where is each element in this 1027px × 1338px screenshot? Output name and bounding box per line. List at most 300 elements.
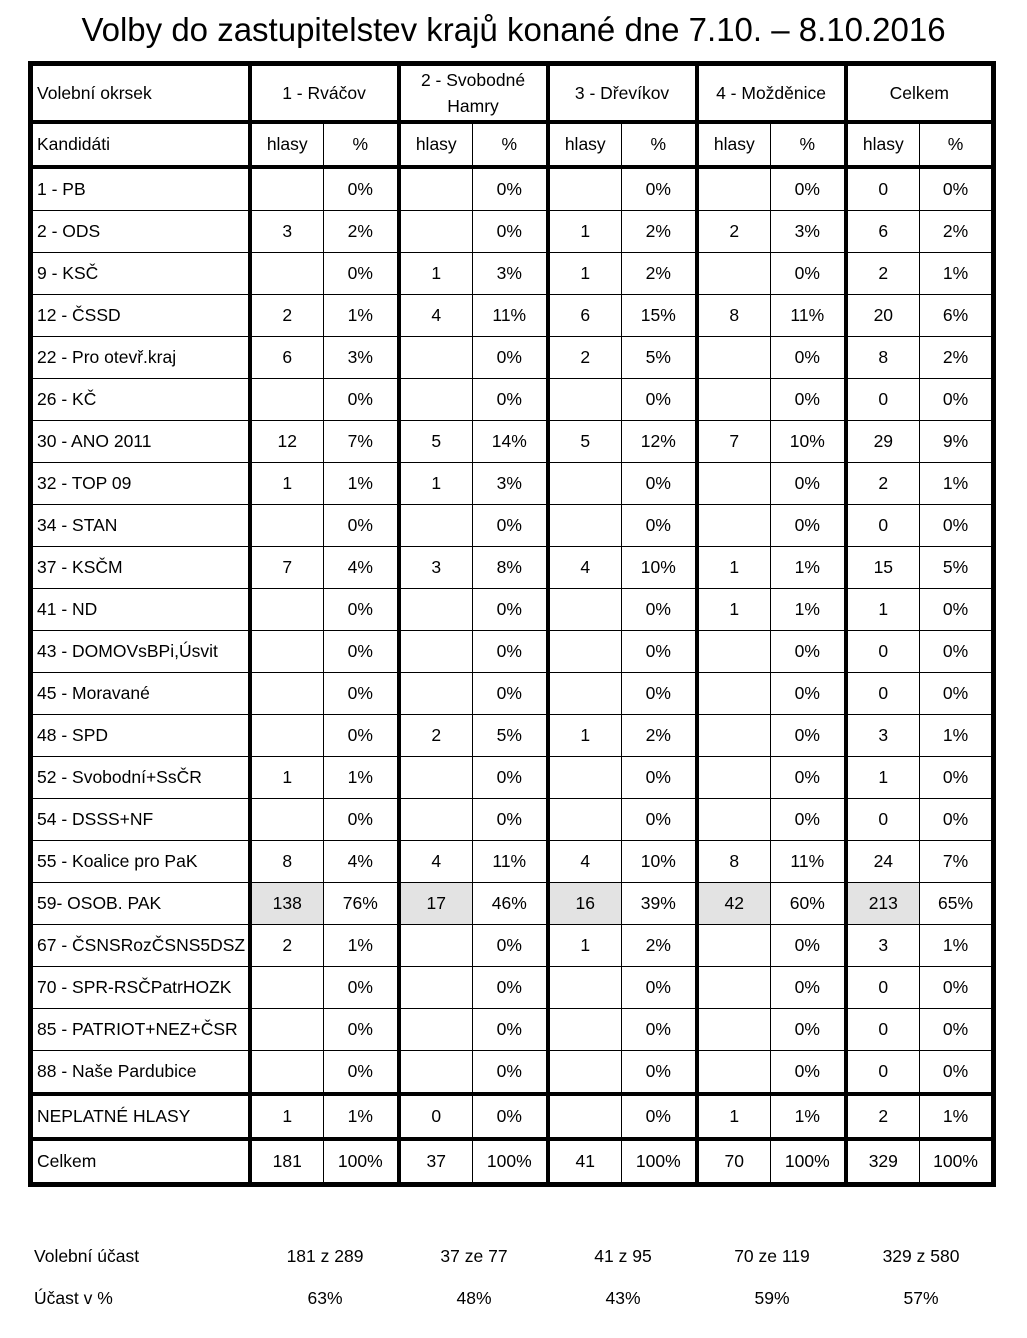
votes-cell: 8 [250, 841, 324, 883]
votes-cell [697, 505, 771, 547]
pct-cell: 0% [771, 757, 846, 799]
results-body [31, 167, 994, 1185]
table-row [31, 841, 994, 883]
table-row [31, 967, 994, 1009]
votes-cell [548, 757, 622, 799]
pct-cell: 0% [324, 631, 399, 673]
votes-cell: 1 [399, 253, 473, 295]
pct-cell: 4% [324, 547, 399, 589]
pct-cell: 0% [622, 463, 697, 505]
pct-cell: 2% [622, 715, 697, 757]
votes-cell [697, 799, 771, 841]
pct-cell: 5% [473, 715, 548, 757]
candidate-name: 55 - Koalice pro PaK [31, 841, 250, 883]
district-header: 1 - Rváčov [250, 64, 399, 123]
turnout-value: 41 z 95 [594, 1246, 652, 1266]
candidate-name: 45 - Moravané [31, 673, 250, 715]
pct-cell: 11% [473, 295, 548, 337]
pct-cell: 0% [622, 167, 697, 211]
pct-cell: 1% [324, 925, 399, 967]
votes-cell: 70 [697, 1139, 771, 1185]
candidates-label: Kandidáti [31, 122, 250, 167]
votes-cell [697, 253, 771, 295]
table-row [31, 1094, 994, 1139]
table-row [31, 631, 994, 673]
votes-cell: 329 [846, 1139, 920, 1185]
candidate-name: 1 - PB [31, 167, 250, 211]
table-row [31, 757, 994, 799]
votes-header: hlasy [697, 122, 771, 167]
votes-cell: 6 [250, 337, 324, 379]
votes-cell: 15 [846, 547, 920, 589]
votes-cell [250, 715, 324, 757]
turnout-row [28, 1246, 995, 1270]
pct-cell: 7% [920, 841, 994, 883]
pct-cell: 1% [920, 463, 994, 505]
pct-cell: 2% [622, 925, 697, 967]
pct-cell: 0% [473, 167, 548, 211]
pct-cell: 3% [324, 337, 399, 379]
pct-cell: 2% [920, 337, 994, 379]
pct-cell: 0% [622, 967, 697, 1009]
votes-cell [399, 673, 473, 715]
pct-header: % [473, 122, 548, 167]
votes-cell [399, 631, 473, 673]
column-header-row [31, 122, 994, 167]
votes-cell [697, 673, 771, 715]
pct-cell: 0% [771, 673, 846, 715]
votes-cell: 0 [399, 1094, 473, 1139]
table-row [31, 883, 994, 925]
candidate-name: 2 - ODS [31, 211, 250, 253]
pct-cell: 1% [324, 757, 399, 799]
pct-cell: 0% [324, 589, 399, 631]
votes-cell: 1 [250, 463, 324, 505]
votes-cell: 1 [846, 589, 920, 631]
votes-cell: 1 [548, 211, 622, 253]
pct-cell: 0% [771, 967, 846, 1009]
pct-cell: 0% [771, 379, 846, 421]
votes-cell [697, 925, 771, 967]
pct-cell: 0% [920, 1009, 994, 1051]
pct-cell: 1% [771, 547, 846, 589]
pct-cell: 0% [622, 589, 697, 631]
pct-cell: 10% [622, 547, 697, 589]
votes-cell [250, 967, 324, 1009]
pct-cell: 0% [473, 505, 548, 547]
pct-cell: 65% [920, 883, 994, 925]
pct-cell: 6% [920, 295, 994, 337]
candidate-name: 26 - KČ [31, 379, 250, 421]
table-row [31, 379, 994, 421]
votes-cell [399, 211, 473, 253]
votes-cell: 42 [697, 883, 771, 925]
pct-cell: 8% [473, 547, 548, 589]
pct-cell: 0% [622, 505, 697, 547]
pct-cell: 15% [622, 295, 697, 337]
votes-cell: 16 [548, 883, 622, 925]
table-row [31, 167, 994, 211]
pct-cell: 0% [324, 1051, 399, 1095]
pct-cell: 0% [473, 1009, 548, 1051]
votes-cell [697, 1009, 771, 1051]
votes-cell: 2 [250, 295, 324, 337]
district-header: 3 - Dřevíkov [548, 64, 697, 123]
votes-cell [548, 167, 622, 211]
candidate-name: 37 - KSČM [31, 547, 250, 589]
votes-cell: 1 [548, 925, 622, 967]
table-row [31, 337, 994, 379]
votes-cell: 24 [846, 841, 920, 883]
votes-cell [250, 589, 324, 631]
pct-cell: 11% [771, 841, 846, 883]
pct-cell: 5% [920, 547, 994, 589]
table-row [31, 1139, 994, 1185]
pct-header: % [920, 122, 994, 167]
votes-cell [697, 379, 771, 421]
district-header-row [31, 64, 994, 123]
pct-cell: 0% [324, 167, 399, 211]
table-row [31, 1009, 994, 1051]
pct-cell: 0% [771, 1051, 846, 1095]
votes-cell: 213 [846, 883, 920, 925]
table-row [31, 715, 994, 757]
pct-cell: 0% [473, 799, 548, 841]
votes-cell: 8 [697, 295, 771, 337]
votes-cell: 1 [548, 715, 622, 757]
pct-cell: 3% [771, 211, 846, 253]
votes-cell: 138 [250, 883, 324, 925]
votes-cell [399, 925, 473, 967]
votes-cell: 1 [399, 463, 473, 505]
candidate-name: 41 - ND [31, 589, 250, 631]
votes-cell [399, 799, 473, 841]
pct-cell: 10% [771, 421, 846, 463]
votes-cell: 7 [250, 547, 324, 589]
table-row [31, 1051, 994, 1095]
pct-cell: 0% [473, 673, 548, 715]
pct-cell: 0% [324, 967, 399, 1009]
votes-cell [399, 757, 473, 799]
votes-cell: 1 [697, 1094, 771, 1139]
votes-cell: 6 [846, 211, 920, 253]
votes-cell [250, 673, 324, 715]
votes-cell: 0 [846, 1009, 920, 1051]
turnout-value: 70 ze 119 [734, 1246, 810, 1266]
votes-cell: 2 [846, 1094, 920, 1139]
pct-cell: 2% [324, 211, 399, 253]
pct-cell: 0% [771, 1009, 846, 1051]
votes-cell [250, 379, 324, 421]
pct-cell: 0% [473, 757, 548, 799]
turnout-pct-value: 59% [754, 1288, 790, 1308]
votes-cell: 3 [399, 547, 473, 589]
votes-cell [250, 799, 324, 841]
table-row [31, 925, 994, 967]
votes-cell: 1 [250, 757, 324, 799]
pct-cell: 76% [324, 883, 399, 925]
pct-cell: 0% [324, 1009, 399, 1051]
pct-cell: 100% [771, 1139, 846, 1185]
votes-cell: 29 [846, 421, 920, 463]
pct-cell: 100% [920, 1139, 994, 1185]
pct-cell: 0% [920, 757, 994, 799]
pct-cell: 4% [324, 841, 399, 883]
pct-cell: 0% [920, 1051, 994, 1095]
candidate-name: 32 - TOP 09 [31, 463, 250, 505]
pct-cell: 2% [622, 211, 697, 253]
pct-cell: 0% [473, 337, 548, 379]
candidate-name: 43 - DOMOVsBPi,Úsvit [31, 631, 250, 673]
pct-cell: 0% [473, 967, 548, 1009]
candidate-name: NEPLATNÉ HLASY [31, 1094, 250, 1139]
pct-cell: 1% [324, 463, 399, 505]
votes-cell [697, 463, 771, 505]
pct-header: % [324, 122, 399, 167]
votes-cell: 12 [250, 421, 324, 463]
candidate-name: 54 - DSSS+NF [31, 799, 250, 841]
candidate-name: 34 - STAN [31, 505, 250, 547]
votes-cell: 8 [846, 337, 920, 379]
pct-cell: 0% [324, 505, 399, 547]
votes-cell: 0 [846, 631, 920, 673]
votes-cell: 6 [548, 295, 622, 337]
votes-cell [697, 715, 771, 757]
table-row [31, 799, 994, 841]
table-row [31, 505, 994, 547]
pct-cell: 1% [324, 1094, 399, 1139]
votes-header: hlasy [250, 122, 324, 167]
votes-cell [548, 799, 622, 841]
votes-cell [399, 167, 473, 211]
turnout-label: Volební účast [34, 1246, 140, 1266]
pct-cell: 100% [324, 1139, 399, 1185]
pct-cell: 0% [324, 379, 399, 421]
pct-cell: 1% [771, 1094, 846, 1139]
votes-cell: 1 [548, 253, 622, 295]
candidate-name: 9 - KSČ [31, 253, 250, 295]
pct-cell: 0% [771, 505, 846, 547]
votes-cell: 0 [846, 1051, 920, 1095]
pct-cell: 0% [622, 631, 697, 673]
votes-cell [548, 589, 622, 631]
votes-cell: 8 [697, 841, 771, 883]
votes-cell: 7 [697, 421, 771, 463]
votes-cell: 41 [548, 1139, 622, 1185]
candidate-name: 59- OSOB. PAK [31, 883, 250, 925]
results-table [28, 61, 996, 1187]
votes-cell: 3 [250, 211, 324, 253]
votes-cell [548, 1051, 622, 1095]
pct-cell: 0% [622, 673, 697, 715]
pct-cell: 0% [473, 925, 548, 967]
votes-cell [697, 1051, 771, 1095]
votes-cell [548, 379, 622, 421]
pct-cell: 0% [771, 715, 846, 757]
district-label: Volební okrsek [31, 64, 250, 123]
candidate-name: 85 - PATRIOT+NEZ+ČSR [31, 1009, 250, 1051]
votes-cell: 3 [846, 715, 920, 757]
votes-cell [548, 1094, 622, 1139]
pct-cell: 0% [920, 589, 994, 631]
table-row [31, 211, 994, 253]
votes-cell [399, 967, 473, 1009]
page-title: Volby do zastupitelstev krajů konané dne 7.10. – 8.10.2016 [81, 11, 946, 48]
votes-cell: 1 [697, 589, 771, 631]
candidate-name: 70 - SPR-RSČPatrHOZK [31, 967, 250, 1009]
candidate-name: Celkem [31, 1139, 250, 1185]
pct-cell: 0% [920, 967, 994, 1009]
pct-cell: 0% [771, 167, 846, 211]
pct-cell: 0% [920, 799, 994, 841]
pct-cell: 1% [920, 925, 994, 967]
pct-cell: 14% [473, 421, 548, 463]
pct-cell: 12% [622, 421, 697, 463]
votes-cell: 4 [399, 841, 473, 883]
votes-cell: 2 [548, 337, 622, 379]
turnout-pct-value: 63% [307, 1288, 343, 1308]
pct-cell: 0% [920, 167, 994, 211]
turnout-value: 37 ze 77 [440, 1246, 508, 1266]
table-row [31, 295, 994, 337]
votes-cell: 0 [846, 673, 920, 715]
pct-cell: 1% [920, 715, 994, 757]
pct-cell: 0% [324, 673, 399, 715]
pct-cell: 0% [622, 757, 697, 799]
pct-cell: 11% [771, 295, 846, 337]
votes-cell [697, 967, 771, 1009]
pct-cell: 0% [771, 337, 846, 379]
votes-cell: 20 [846, 295, 920, 337]
pct-cell: 10% [622, 841, 697, 883]
votes-cell [548, 505, 622, 547]
table-row [31, 673, 994, 715]
votes-cell [250, 631, 324, 673]
turnout-pct-row [28, 1288, 995, 1312]
votes-cell: 181 [250, 1139, 324, 1185]
pct-cell: 0% [771, 631, 846, 673]
votes-cell [399, 1009, 473, 1051]
pct-cell: 0% [473, 589, 548, 631]
pct-cell: 0% [324, 253, 399, 295]
pct-cell: 0% [920, 505, 994, 547]
turnout-pct-value: 48% [456, 1288, 492, 1308]
votes-cell [697, 167, 771, 211]
pct-cell: 0% [771, 463, 846, 505]
pct-cell: 3% [473, 253, 548, 295]
votes-cell [548, 463, 622, 505]
candidate-name: 88 - Naše Pardubice [31, 1051, 250, 1095]
pct-cell: 3% [473, 463, 548, 505]
pct-cell: 0% [622, 379, 697, 421]
votes-cell [548, 1009, 622, 1051]
votes-cell [399, 337, 473, 379]
votes-cell: 0 [846, 967, 920, 1009]
pct-cell: 0% [622, 1009, 697, 1051]
votes-cell: 3 [846, 925, 920, 967]
pct-cell: 0% [473, 631, 548, 673]
pct-cell: 2% [920, 211, 994, 253]
votes-cell: 4 [548, 841, 622, 883]
votes-cell [250, 1051, 324, 1095]
votes-cell: 1 [250, 1094, 324, 1139]
pct-cell: 7% [324, 421, 399, 463]
votes-cell [399, 1051, 473, 1095]
turnout-value: 329 z 580 [882, 1246, 960, 1266]
pct-cell: 0% [324, 799, 399, 841]
pct-cell: 1% [771, 589, 846, 631]
table-row [31, 253, 994, 295]
candidate-name: 22 - Pro otevř.kraj [31, 337, 250, 379]
votes-cell [250, 505, 324, 547]
votes-cell [250, 1009, 324, 1051]
votes-cell: 37 [399, 1139, 473, 1185]
pct-cell: 11% [473, 841, 548, 883]
pct-cell: 0% [473, 1051, 548, 1095]
candidate-name: 67 - ČSNSRozČSNS5DSZ [31, 925, 250, 967]
pct-cell: 5% [622, 337, 697, 379]
votes-cell: 2 [846, 463, 920, 505]
votes-header: hlasy [399, 122, 473, 167]
votes-cell [399, 589, 473, 631]
votes-cell [697, 337, 771, 379]
pct-cell: 9% [920, 421, 994, 463]
pct-cell: 2% [622, 253, 697, 295]
pct-cell: 0% [771, 253, 846, 295]
votes-cell: 17 [399, 883, 473, 925]
pct-cell: 0% [771, 799, 846, 841]
votes-cell: 5 [399, 421, 473, 463]
table-row [31, 421, 994, 463]
district-header: 2 - Svobodné Hamry [399, 64, 548, 123]
votes-cell [250, 167, 324, 211]
pct-cell: 46% [473, 883, 548, 925]
pct-cell: 0% [622, 799, 697, 841]
pct-cell: 39% [622, 883, 697, 925]
votes-header: hlasy [846, 122, 920, 167]
district-header: 4 - Možděnice [697, 64, 846, 123]
table-row [31, 463, 994, 505]
pct-header: % [622, 122, 697, 167]
votes-cell [697, 631, 771, 673]
pct-cell: 0% [473, 379, 548, 421]
votes-cell: 2 [846, 253, 920, 295]
votes-cell: 2 [399, 715, 473, 757]
turnout-pct-value: 57% [903, 1288, 939, 1308]
pct-cell: 0% [473, 1094, 548, 1139]
votes-cell [250, 253, 324, 295]
votes-cell: 5 [548, 421, 622, 463]
votes-cell: 2 [697, 211, 771, 253]
district-header: Celkem [846, 64, 994, 123]
votes-cell: 4 [548, 547, 622, 589]
turnout-pct-value: 43% [605, 1288, 641, 1308]
votes-cell [548, 673, 622, 715]
votes-cell: 1 [697, 547, 771, 589]
pct-cell: 0% [622, 1051, 697, 1095]
pct-cell: 0% [920, 673, 994, 715]
pct-cell: 0% [324, 715, 399, 757]
votes-cell [548, 967, 622, 1009]
pct-cell: 100% [622, 1139, 697, 1185]
votes-cell: 0 [846, 167, 920, 211]
votes-cell: 0 [846, 505, 920, 547]
votes-cell: 0 [846, 379, 920, 421]
votes-cell [548, 631, 622, 673]
table-row [31, 547, 994, 589]
pct-cell: 0% [622, 1094, 697, 1139]
pct-cell: 60% [771, 883, 846, 925]
